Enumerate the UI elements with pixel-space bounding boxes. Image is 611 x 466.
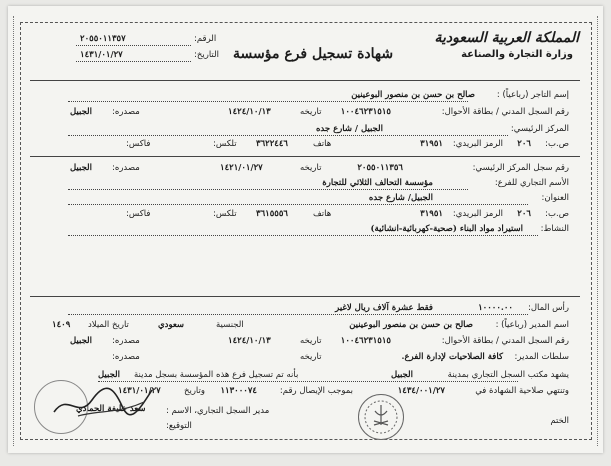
civil-id-value: ١٠٠٤٦٢٣١٥١٥ <box>340 107 391 117</box>
registry-date-value: ١٤٢١/٠١/٢٧ <box>220 163 263 173</box>
certificate-title: شهادة تسجيل فرع مؤسسة <box>233 46 394 62</box>
capital-value: ١٠٠٠٠.٠٠ <box>478 303 513 313</box>
receipt-label: بموجب الإيصال رقم: <box>279 386 353 396</box>
phone-label: هاتف <box>313 139 332 149</box>
merchant-name-label: إسم التاجر (رباعياً) : <box>496 90 569 100</box>
activity-label: النشاط: <box>540 224 569 234</box>
civil-source-label: مصدره: <box>112 107 140 117</box>
head-office-label: المركز الرئيسي: <box>510 124 569 134</box>
merchant-name-value: صالح بن حسن بن منصور البوعينين <box>351 90 475 100</box>
official-seal <box>358 394 404 440</box>
branch-trade-name-label: الأسم التجاري للفرع: <box>494 178 569 188</box>
branch-fax-label: فاكس: <box>126 209 151 219</box>
receipt-date-label: وتاريخ <box>183 386 205 396</box>
certify-city: الجبيل <box>390 370 413 380</box>
director-label: مدير السجل التجاري، الاسم : <box>166 406 270 416</box>
phone-value: ٣٦٢٢٤٤٦ <box>256 139 288 149</box>
branch-address-label: العنوان: <box>541 193 569 203</box>
nationality-label: الجنسية <box>216 320 244 330</box>
manager-civil-source-label: مصدره: <box>112 336 140 346</box>
postal-code-label: الرمز البريدي: <box>452 139 503 149</box>
receipt-number: ١١٣٠٠٠٧٤ <box>220 386 257 396</box>
activity-value: استيراد مواد البناء (صحية-كهربائية-انشائية) <box>370 224 523 234</box>
manager-name-value: صالح بن حسن بن منصور البوعينين <box>349 320 473 330</box>
authority-source-label: مصدره: <box>112 352 140 362</box>
ref-value: ٢٠٥٥٠١١٣٥٧ <box>80 34 126 44</box>
manager-name-label: اسم المدير (رباعياً) : <box>495 320 569 330</box>
branch-postal-value: ٣١٩٥١ <box>420 209 443 219</box>
seal-emblem-icon <box>359 395 403 439</box>
expiry-label: وتنتهي صلاحية الشهادة في <box>475 386 569 396</box>
authority-date-label: تاريخه <box>300 352 322 362</box>
certificate-page <box>8 6 603 453</box>
branch-address-value: الجبيل/ شارع جده <box>368 193 433 203</box>
branch-telex-label: تلكس: <box>213 209 237 219</box>
registry-number-label: رقم سجل المركز الرئيسي: <box>472 163 569 173</box>
left-perforation <box>13 16 17 446</box>
manager-civil-date-label: تاريخه <box>300 336 322 346</box>
manager-civil-label: رقم السجل المدني / بطاقة الأحوال: <box>441 336 569 346</box>
po-box-label: ص.ب: <box>545 139 569 149</box>
telex-label: تلكس: <box>213 139 237 149</box>
date-value: ١٤٣١/٠١/٢٧ <box>80 50 123 60</box>
certify-city-2: الجبيل <box>98 370 121 380</box>
manager-authority-value: كافة الصلاحيات لإدارة الفرع. <box>401 352 503 362</box>
registry-source-value: الجبيل <box>70 163 93 173</box>
manager-civil-value: ١٠٠٤٦٢٣١٥١٥ <box>340 336 391 346</box>
ministry-name: وزارة التجارة والصناعة <box>461 49 573 60</box>
capital-words: فقط عشرة آلاف ريال لاغير <box>335 303 433 313</box>
civil-date-label: تاريخه <box>300 107 322 117</box>
registry-number-value: ٢٠٥٥٠١١٣٥٦ <box>357 163 403 173</box>
birth-label: تاريخ الميلاد <box>88 320 129 330</box>
manager-authority-label: سلطات المدير: <box>514 352 569 362</box>
ref-label: الرقم: <box>194 34 217 44</box>
section-divider <box>30 156 580 157</box>
header-divider <box>30 80 580 81</box>
postal-code-value: ٣١٩٥١ <box>420 139 443 149</box>
stamp-label: الختم <box>550 416 569 426</box>
po-box-value: ٢٠٦ <box>517 139 531 149</box>
civil-id-label: رقم السجل المدني / بطاقة الأحوال: <box>441 107 569 117</box>
signature-label: التوقيع: <box>166 421 192 431</box>
branch-po-box-value: ٢٠٦ <box>517 209 531 219</box>
registry-date-label: تاريخه <box>300 163 322 173</box>
fax-label: فاكس: <box>126 139 151 149</box>
branch-postal-label: الرمز البريدي: <box>452 209 503 219</box>
receipt-date: ١٤٣١/٠١/٢٧ <box>118 386 161 396</box>
signature-mark <box>48 382 158 422</box>
branch-phone-label: هاتف <box>313 209 332 219</box>
capital-divider <box>30 296 580 297</box>
capital-label: رأس المال: <box>527 303 569 313</box>
branch-phone-value: ٣٦١٥٥٥٦ <box>256 209 288 219</box>
head-office-value: الجبيل / شارع جده <box>315 124 383 134</box>
civil-source-value: الجبيل <box>70 107 93 117</box>
registry-source-label: مصدره: <box>112 163 140 173</box>
kingdom-logo-text: المملكة العربية السعودية <box>434 30 579 46</box>
manager-civil-source-value: الجبيل <box>70 336 93 346</box>
nationality-value: سعودي <box>158 320 185 330</box>
birth-value: ١٤٠٩ <box>52 320 71 330</box>
date-label: التاريخ: <box>194 50 219 60</box>
certify-text-b: بأنه تم تسجيل فرع هذه المؤسسة بسجل مدينة <box>134 370 299 380</box>
manager-civil-date-value: ١٤٢٤/١٠/١٣ <box>228 336 271 346</box>
branch-trade-name-value: مؤسسة التحالف الثلاثي للتجارة <box>322 178 433 188</box>
branch-po-box-label: ص.ب: <box>545 209 569 219</box>
civil-date-value: ١٤٢٤/١٠/١٣ <box>228 107 271 117</box>
expiry-date: ١٤٣٤/٠٠١/٢٧ <box>397 386 445 396</box>
director-name: سعد خليفة الحمادي <box>76 404 146 414</box>
certify-text-a: يشهد مكتب السجل التجاري بمدينة <box>447 370 569 380</box>
right-perforation <box>594 16 598 446</box>
